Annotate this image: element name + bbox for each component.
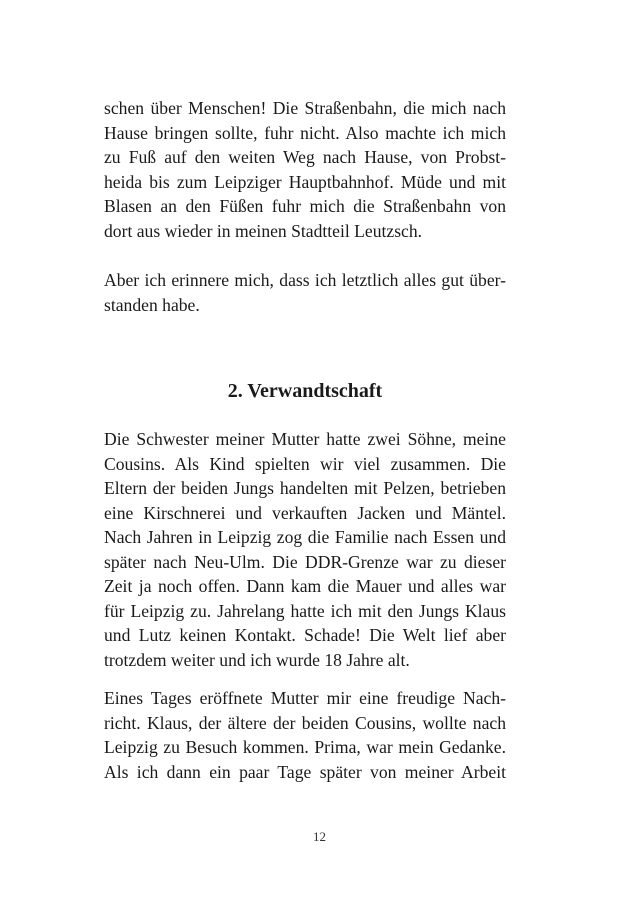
text-line: Hause bringen sollte, fuhr nicht. Also machte ich mich [104, 122, 506, 143]
paragraph-4 [104, 686, 506, 784]
text-line: und Lutz keinen Kontakt. Schade! Die Welt lief aber [104, 625, 506, 645]
text-line: heida bis zum Leipziger Hauptbahnhof. Müde und mit [104, 171, 506, 192]
text-line: Nach Jahren in Leipzig zog die Familie nach Essen und [104, 527, 506, 547]
paragraph-1 [104, 96, 506, 243]
text-line: für Leipzig zu. Jahrelang hatte ich mit den Jungs Klaus [104, 600, 506, 621]
text-line: Cousins. Als Kind spielten wir viel zusammen. Die [104, 453, 506, 474]
text-line: später nach Neu-Ulm. Die DDR-Grenze war zu dieser [104, 551, 506, 572]
chapter-heading: 2. Verwandtschaft [227, 380, 383, 402]
text-line: Die Schwester meiner Mutter hatte zwei Söhne, meine [104, 429, 506, 449]
text-line: schen über Menschen! Die Straßenbahn, die mich nach [104, 98, 506, 118]
text-line: standen habe. [104, 294, 200, 315]
text-line: richt. Klaus, der ältere der beiden Cousins, wollte nach [104, 712, 506, 733]
text-line: Eltern der beiden Jungs handelten mit Pelzen, betrieben [104, 478, 506, 498]
text-line: Eines Tages eröffnete Mutter mir eine freudige Nach- [104, 688, 506, 708]
text-line: eine Kirschnerei und verkauften Jacken und Mäntel. [104, 502, 506, 523]
text-line: Blasen an den Füßen fuhr mich die Straßenbahn von [104, 196, 506, 216]
text-line: zu Fuß auf den weiten Weg nach Hause, von Probst- [104, 147, 506, 167]
text-line: Leipzig zu Besuch kommen. Prima, war mein Gedanke. [104, 737, 506, 757]
paragraph-3 [104, 427, 506, 672]
page-number: 12 [313, 829, 326, 844]
text-line: Zeit ja noch offen. Dann kam die Mauer und alles war [104, 576, 506, 596]
text-line: dort aus wieder in meinen Stadtteil Leutzsch. [104, 220, 423, 241]
text-line: Als ich dann ein paar Tage später von meiner Arbeit [104, 761, 506, 782]
text-line: trotzdem weiter und ich wurde 18 Jahre alt. [104, 649, 410, 670]
paragraph-2 [104, 268, 506, 317]
text-line: Aber ich erinnere mich, dass ich letztlich alles gut über- [104, 270, 506, 290]
